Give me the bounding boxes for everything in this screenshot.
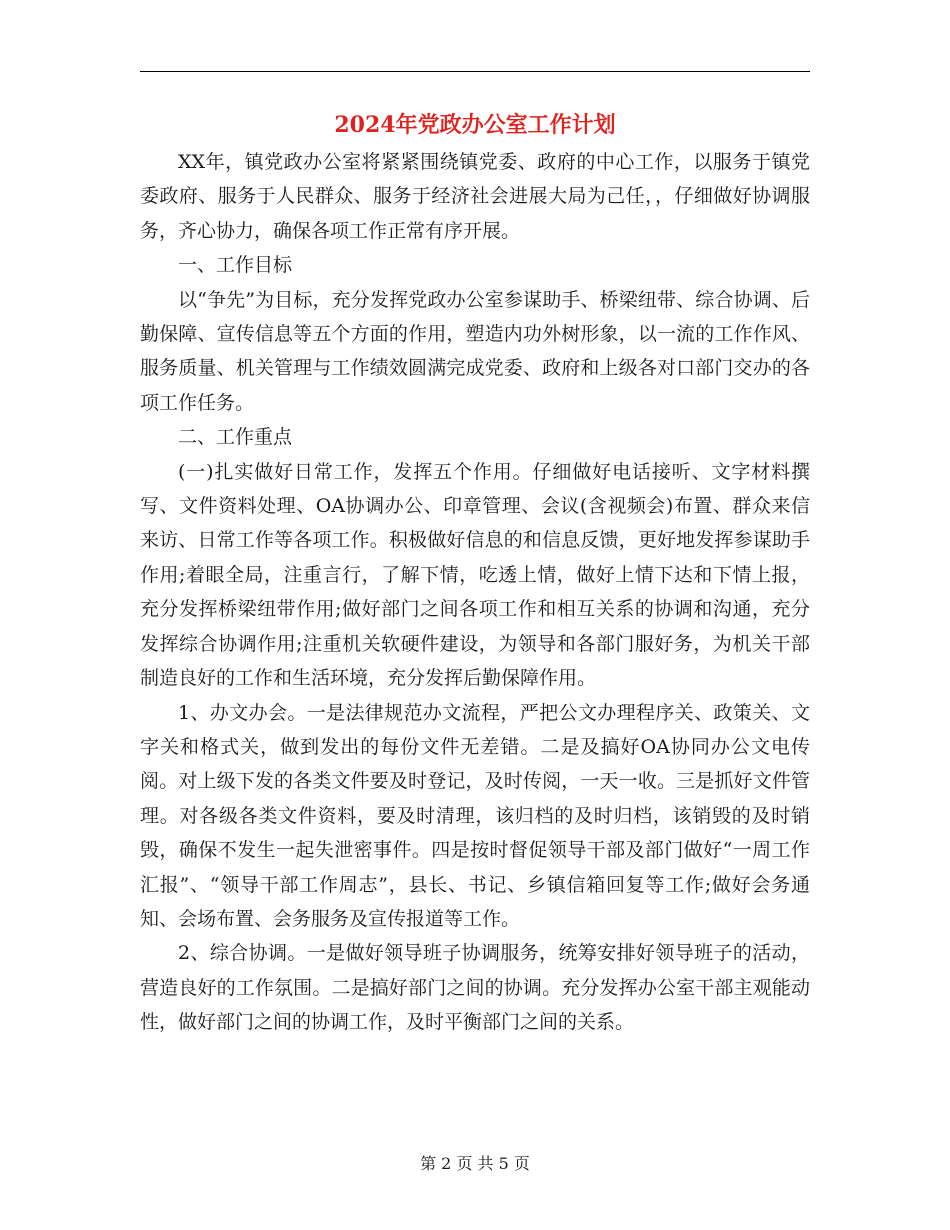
paragraph-coordination: 2、综合协调。一是做好领导班子协调服务，统筹安排好领导班子的活动，营造良好的工作氛围。二是搞好部门之间的协调。充分发挥办公室干部主观能动性，做好部门之间的协调工作，及时平衡部门之间的关系。	[140, 942, 810, 1034]
paragraph-daily-work: (一)扎实做好日常工作，发挥五个作用。仔细做好电话接听、文字材料撰写、文件资料处理、OA协调办公、印章管理、会议(含视频会)布置、群众来信来访、日常工作等各项工作。积极做好信息的和信息反馈，更好地发挥参谋助手作用;着眼全局，注重言行，了解下情，吃透上情，做好上情下达和下情上报，充分发挥桥梁纽带作用;做好部门之间各项工作和相互关系的协调和沟通，充分发挥综合协调作用;注重机关软硬件建设，为领导和各部门服好务，为机关干部制造良好的工作和生活环境，充分发挥后勤保障作用。	[140, 460, 810, 690]
document-body	[140, 145, 810, 1040]
paragraph-goals: 以“争先”为目标，充分发挥党政办公室参谋助手、桥梁纽带、综合协调、后勤保障、宣传信息等五个方面的作用，塑造内功外树形象，以一流的工作作风、服务质量、机关管理与工作绩效圆满完成党委、政府和上级各对口部门交办的各项工作任务。	[140, 288, 810, 414]
header-rule	[140, 71, 810, 72]
section-heading-focus: 二、工作重点	[178, 426, 293, 449]
paragraph-document-handling: 1、办文办会。一是法律规范办文流程，严把公文办理程序关、政策关、文字关和格式关，做到发出的每份文件无差错。二是及搞好OA协同办公文电传阅。对上级下发的各类文件要及时登记，及时传阅，一天一收。三是抓好文件管理。对各级各类文件资料，要及时清理，该归档的及时归档，该销毁的及时销毁，确保不发生一起失泄密事件。四是按时督促领导干部及部门做好“一周工作汇报”、“领导干部工作周志”，县长、书记、乡镇信箱回复等工作;做好会务通知、会场布置、会务服务及宣传报道等工作。	[140, 701, 810, 930]
document-title: 2024年党政办公室工作计划	[334, 112, 616, 138]
paragraph-intro: XX年，镇党政办公室将紧紧围绕镇党委、政府的中心工作，以服务于镇党委政府、服务于人民群众、服务于经济社会进展大局为己任，，仔细做好协调服务，齐心协力，确保各项工作正常有序开展。	[140, 151, 810, 242]
section-heading-goals: 一、工作目标	[178, 254, 293, 277]
page-number: 第 2 页 共 5 页	[420, 1154, 530, 1173]
